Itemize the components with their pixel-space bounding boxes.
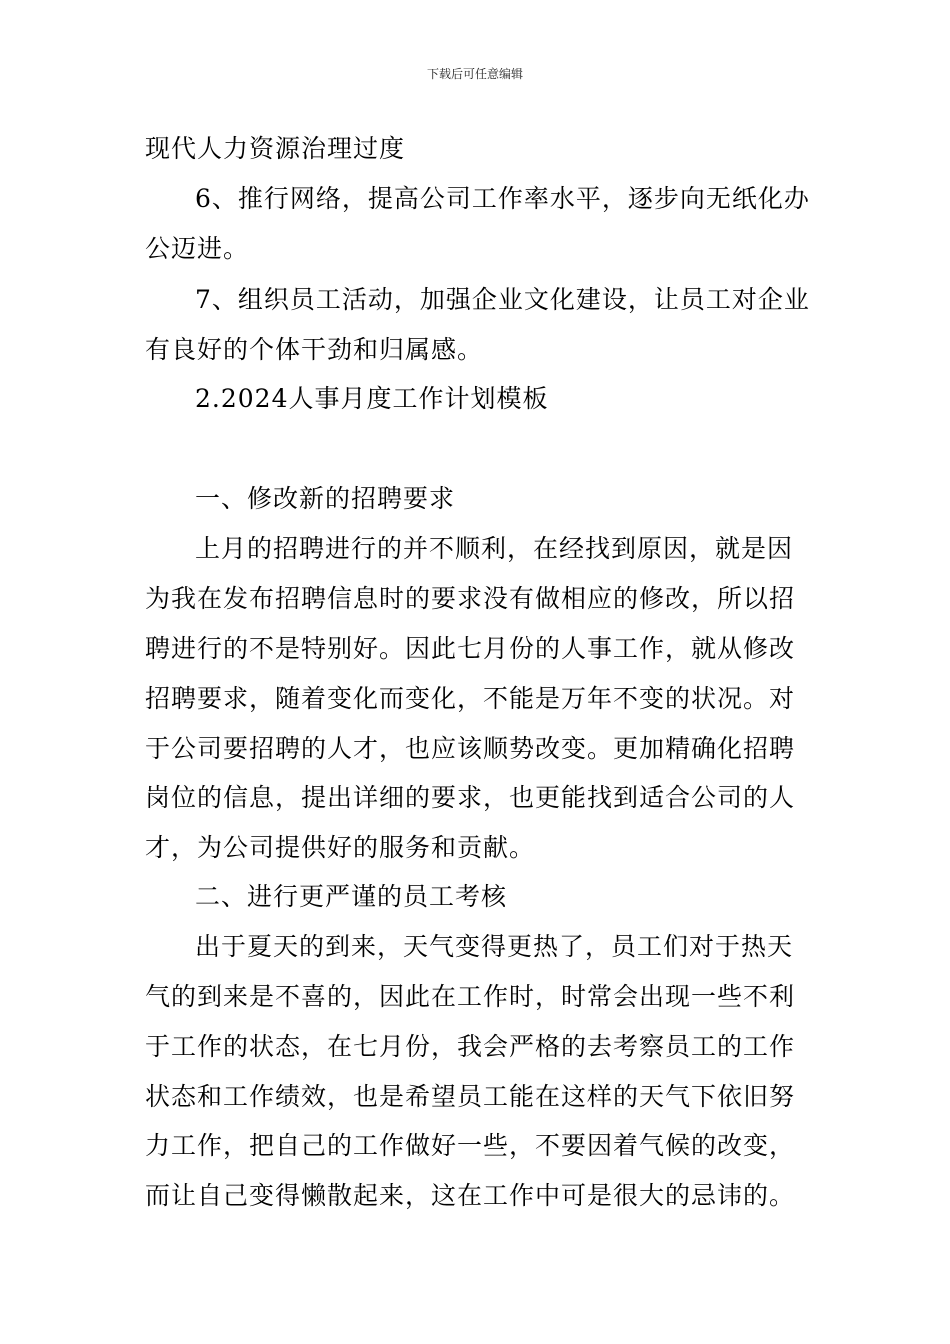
paragraph-line: 才，为公司提供好的服务和贡献。: [145, 833, 536, 862]
paragraph-line: 而让自己变得懒散起来，这在工作中可是很大的忌讳的。: [145, 1181, 796, 1210]
header-note: 下载后可任意编辑: [426, 67, 523, 81]
paragraph-line: 于工作的状态，在七月份，我会严格的去考察员工的工作: [145, 1032, 796, 1061]
paragraph-line: 为我在发布招聘信息时的要求没有做相应的修改，所以招: [145, 584, 796, 613]
text-line: 现代人力资源治理过度: [145, 134, 406, 163]
paragraph-line: 上月的招聘进行的并不顺利，在经找到原因，就是因: [195, 534, 794, 563]
paragraph-line: 力工作，把自己的工作做好一些，不要因着气候的改变，: [145, 1131, 796, 1160]
text-line: 有良好的个体干劲和归属感。: [145, 335, 484, 364]
paragraph-line: 于公司要招聘的人才，也应该顺势改变。更加精确化招聘: [145, 734, 796, 763]
paragraph-line: 聘进行的不是特别好。因此七月份的人事工作，就从修改: [145, 634, 796, 663]
heading-2: 二、进行更严谨的员工考核: [195, 882, 508, 911]
list-item-7: 7、组织员工活动，加强企业文化建设，让员工对企业: [195, 285, 810, 314]
paragraph-line: 状态和工作绩效，也是希望员工能在这样的天气下依旧努: [145, 1082, 796, 1111]
paragraph-line: 招聘要求，随着变化而变化，不能是万年不变的状况。对: [145, 684, 796, 713]
paragraph-line: 出于夏天的到来，天气变得更热了，员工们对于热天: [195, 932, 794, 961]
heading-1: 一、修改新的招聘要求: [195, 484, 456, 513]
paragraph-line: 岗位的信息，提出详细的要求，也更能找到适合公司的人: [145, 783, 796, 812]
text-line: 公迈进。: [145, 234, 250, 263]
paragraph-line: 气的到来是不喜的，因此在工作时，时常会出现一些不利: [145, 982, 796, 1011]
list-item-6: 6、推行网络，提高公司工作率水平，逐步向无纸化办: [195, 184, 810, 213]
section-title: 2.2024人事月度工作计划模板: [195, 384, 549, 413]
